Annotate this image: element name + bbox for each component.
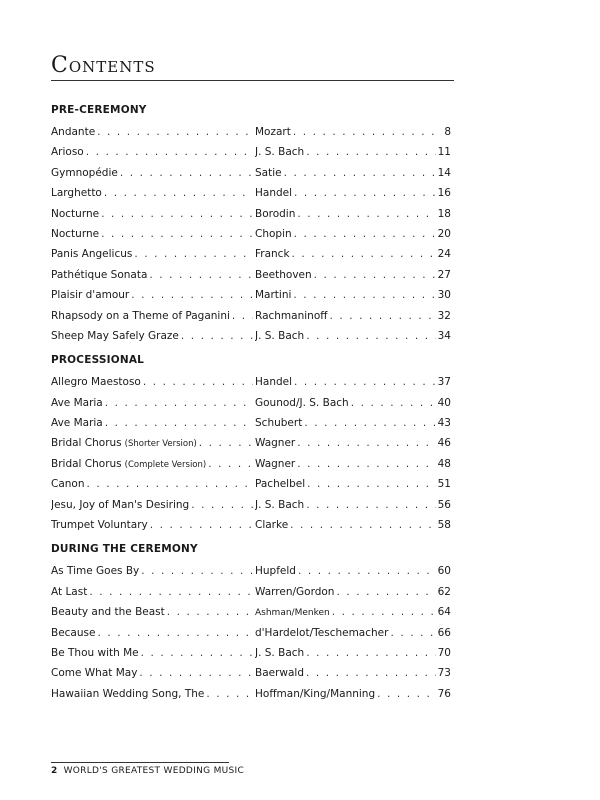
dot-leader <box>306 663 436 683</box>
entry-composer: Martini <box>255 289 292 302</box>
entry-page-number: 66 <box>437 626 451 639</box>
entry-composer: Mozart <box>255 126 291 138</box>
entry-title: At Last <box>51 585 88 598</box>
entry-title: Sheep May Safely Graze <box>51 329 179 342</box>
entry-title: Because <box>51 626 96 639</box>
entry-title: Nocturne <box>51 207 100 220</box>
entry-title: Allegro Maestoso <box>51 376 141 389</box>
toc-entry <box>51 183 451 203</box>
entry-page-number: 18 <box>437 207 451 220</box>
toc-entry <box>51 326 451 346</box>
dot-leader <box>306 495 435 515</box>
dot-leader <box>134 244 253 264</box>
entry-title: Be Thou with Me <box>51 646 139 659</box>
entry-composer: Warren/Gordon <box>255 585 335 598</box>
entry-title: Pathétique Sonata <box>51 268 148 281</box>
title-rule <box>51 80 454 81</box>
toc-entry <box>51 393 451 413</box>
toc-entry <box>51 433 451 453</box>
dot-leader <box>101 204 253 224</box>
entry-page-number: 76 <box>437 687 451 700</box>
dot-leader <box>351 393 436 413</box>
dot-leader <box>332 602 436 622</box>
dot-leader <box>131 285 253 305</box>
dot-leader <box>298 561 436 581</box>
dot-leader <box>377 684 436 704</box>
dot-leader <box>297 204 435 224</box>
toc-entry <box>51 413 451 433</box>
entry-composer: Baerwald <box>255 667 305 680</box>
entry-composer: J. S. Bach <box>255 146 305 159</box>
toc-entry <box>51 454 451 474</box>
entry-page-number: 56 <box>437 498 451 511</box>
dot-leader <box>150 515 253 535</box>
toc-entry <box>51 582 451 602</box>
toc-entry <box>51 495 451 515</box>
dot-leader <box>89 582 253 602</box>
dot-leader <box>294 372 436 392</box>
dot-leader <box>329 306 435 326</box>
entry-title: Ave Maria <box>51 417 103 430</box>
entry-title: Bridal Chorus <box>51 457 122 470</box>
section-heading: PRE-CEREMONY <box>51 104 147 116</box>
entry-page-number: 32 <box>437 309 451 322</box>
dot-leader <box>307 474 435 494</box>
entry-composer: Wagner <box>255 457 296 470</box>
entry-title: Panis Angelicus <box>51 248 133 261</box>
dot-leader <box>97 122 253 142</box>
entry-composer: Handel <box>255 187 293 200</box>
toc-entry <box>51 163 451 183</box>
dot-leader <box>181 326 253 346</box>
entry-page-number: 30 <box>437 289 451 302</box>
entry-title: Gymnopédie <box>51 166 118 179</box>
dot-leader <box>141 561 253 581</box>
dot-leader <box>292 244 436 264</box>
footer-book-title: WORLD'S GREATEST WEDDING MUSIC <box>63 766 245 776</box>
dot-leader <box>294 224 436 244</box>
toc-entry <box>51 474 451 494</box>
toc-entry <box>51 602 451 622</box>
toc-entry <box>51 142 451 162</box>
dot-leader <box>105 413 253 433</box>
entry-page-number: 70 <box>437 646 451 659</box>
entry-composer: Handel <box>255 376 293 389</box>
toc-entry <box>51 372 451 392</box>
entry-composer: d'Hardelot/Teschemacher <box>255 626 389 639</box>
entry-page-number: 48 <box>437 457 451 470</box>
dot-leader <box>232 306 253 326</box>
dot-leader <box>199 433 253 453</box>
entry-title: Nocturne <box>51 227 100 240</box>
entry-composer: Hoffman/King/Manning <box>255 687 376 700</box>
entry-version-note: (Shorter Version) <box>124 439 197 450</box>
page-footer <box>51 766 244 776</box>
entry-page-number: 27 <box>437 268 451 281</box>
dot-leader <box>143 372 253 392</box>
entry-title: Andante <box>51 126 96 138</box>
toc-entry <box>51 224 451 244</box>
dot-leader <box>149 265 253 285</box>
entry-composer: Ashman/Menken <box>255 608 330 619</box>
entry-composer: Satie <box>255 166 282 179</box>
toc-entry <box>51 122 451 142</box>
table-of-contents <box>51 102 451 704</box>
entry-page-number: 60 <box>437 565 451 578</box>
entry-composer: J. S. Bach <box>255 329 305 342</box>
dot-leader <box>306 326 435 346</box>
entry-version-note: (Complete Version) <box>124 459 207 470</box>
entry-composer: Schubert <box>255 417 303 430</box>
entry-composer: Borodin <box>255 207 296 220</box>
dot-leader <box>306 643 435 663</box>
toc-entry <box>51 265 451 285</box>
dot-leader <box>293 285 435 305</box>
entry-page-number: 24 <box>437 248 451 261</box>
entry-title: Jesu, Joy of Man's Desiring <box>51 498 190 511</box>
entry-title: Canon <box>51 478 85 491</box>
toc-entry <box>51 684 451 704</box>
dot-leader <box>304 413 435 433</box>
entry-composer: Wagner <box>255 437 296 450</box>
entry-composer: Pachelbel <box>255 478 306 491</box>
toc-entry <box>51 204 451 224</box>
dot-leader <box>86 142 253 162</box>
dot-leader <box>294 183 436 203</box>
entry-page-number: 43 <box>437 417 451 430</box>
entry-title: Plaisir d'amour <box>51 289 130 302</box>
entry-composer: J. S. Bach <box>255 646 305 659</box>
dot-leader <box>104 183 253 203</box>
toc-entry <box>51 306 451 326</box>
dot-leader <box>191 495 253 515</box>
entry-composer: Beethoven <box>255 268 312 281</box>
section-heading: PROCESSIONAL <box>51 354 145 367</box>
dot-leader <box>314 265 436 285</box>
page-title: Contents <box>51 53 156 78</box>
dot-leader <box>139 663 253 683</box>
entry-composer: Clarke <box>255 519 289 532</box>
dot-leader <box>390 623 435 643</box>
entry-title: As Time Goes By <box>51 565 140 578</box>
entry-page-number: 14 <box>437 166 451 179</box>
entry-composer: Chopin <box>255 227 292 240</box>
toc-entry <box>51 515 451 535</box>
entry-title: Come What May <box>51 667 138 680</box>
entry-page-number: 37 <box>437 376 451 389</box>
entry-page-number: 40 <box>437 396 451 409</box>
entry-composer: Franck <box>255 248 290 261</box>
toc-entry <box>51 244 451 264</box>
dot-leader <box>336 582 435 602</box>
dot-leader <box>290 515 435 535</box>
dot-leader <box>297 433 435 453</box>
dot-leader <box>297 454 435 474</box>
toc-entry <box>51 643 451 663</box>
entry-composer: Rachmaninoff <box>255 309 328 322</box>
toc-entry <box>51 285 451 305</box>
dot-leader <box>120 163 253 183</box>
entry-page-number: 64 <box>437 606 451 619</box>
entry-page-number: 51 <box>437 478 451 491</box>
toc-entry <box>51 623 451 643</box>
dot-leader <box>206 684 253 704</box>
entry-page-number: 8 <box>444 126 451 138</box>
dot-leader <box>284 163 436 183</box>
dot-leader <box>167 602 253 622</box>
entry-page-number: 73 <box>437 667 451 680</box>
entry-page-number: 46 <box>437 437 451 450</box>
toc-entry <box>51 561 451 581</box>
entry-page-number: 16 <box>437 187 451 200</box>
dot-leader <box>141 643 253 663</box>
entry-title: Ave Maria <box>51 396 103 409</box>
dot-leader <box>97 623 253 643</box>
entry-title: Hawaiian Wedding Song, The <box>51 687 205 700</box>
entry-page-number: 58 <box>437 519 451 532</box>
entry-composer: Gounod/J. S. Bach <box>255 396 349 409</box>
dot-leader <box>293 122 437 142</box>
entry-title: Larghetto <box>51 187 102 200</box>
entry-title: Trumpet Voluntary <box>51 519 148 532</box>
footer-rule <box>51 762 229 763</box>
entry-page-number: 62 <box>437 585 451 598</box>
section-heading: DURING THE CEREMONY <box>51 543 198 556</box>
dot-leader <box>306 142 435 162</box>
dot-leader <box>208 454 253 474</box>
footer-page-number: 2 <box>51 766 58 776</box>
entry-composer: Hupfeld <box>255 565 296 578</box>
dot-leader <box>87 474 254 494</box>
entry-page-number: 11 <box>437 146 451 159</box>
entry-title: Beauty and the Beast <box>51 606 165 619</box>
entry-composer: J. S. Bach <box>255 498 305 511</box>
entry-page-number: 20 <box>437 227 451 240</box>
entry-page-number: 34 <box>437 329 451 342</box>
toc-entry <box>51 663 451 683</box>
dot-leader <box>101 224 253 244</box>
dot-leader <box>105 393 253 413</box>
entry-title: Arioso <box>51 146 84 159</box>
entry-title: Rhapsody on a Theme of Paganini <box>51 309 230 322</box>
entry-title: Bridal Chorus <box>51 437 122 450</box>
